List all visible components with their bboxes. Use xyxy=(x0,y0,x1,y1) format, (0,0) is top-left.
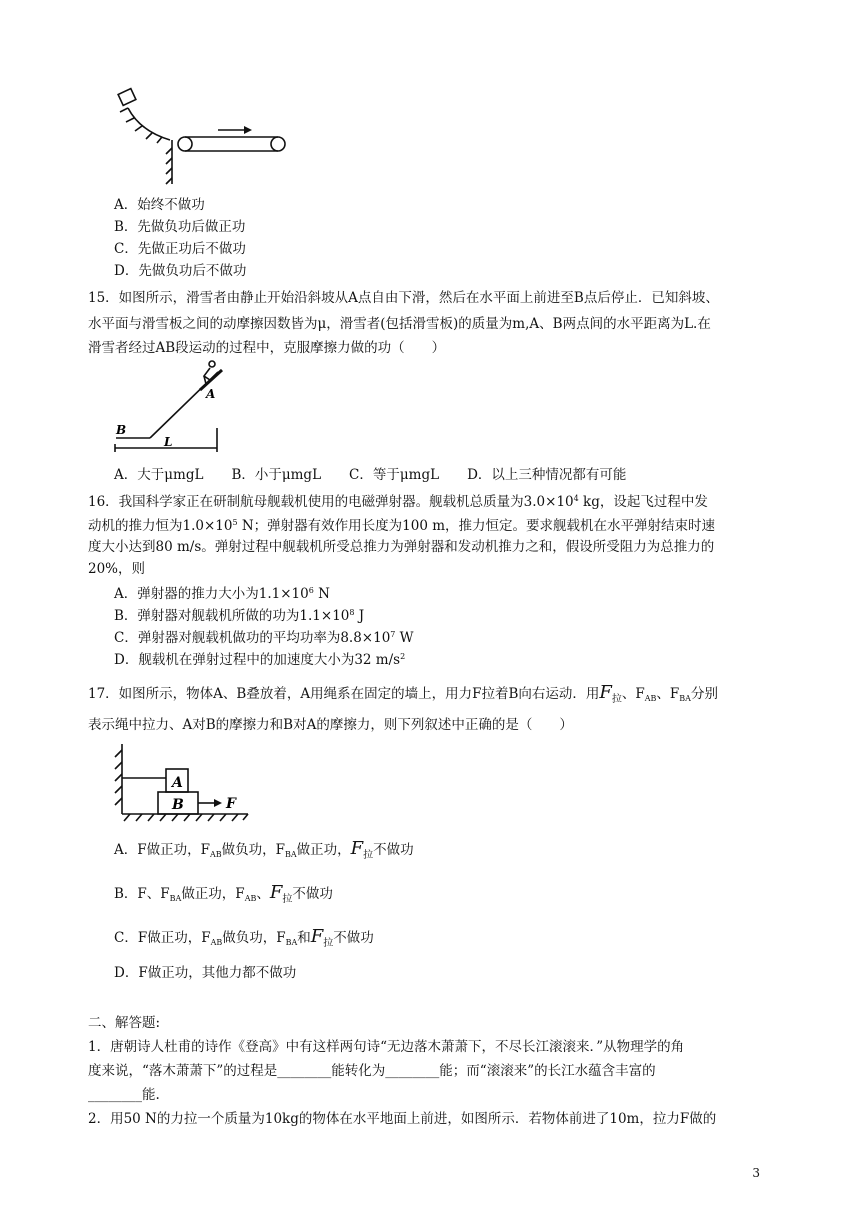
q15-option-b: B．小于μmgL xyxy=(231,467,322,483)
q17-option-a xyxy=(114,836,414,869)
q17-ba-sub: BA xyxy=(679,694,691,703)
s2-q2-line-1: 2．用50 N的力拉一个质量为10kg的物体在水平地面上前进，如图所示．若物体前进了10m，拉力F做的 xyxy=(88,1111,717,1127)
q17-stem-line-2: 表示绳中拉力、A对B的摩擦力和B对A的摩擦力，则下列叙述中正确的是（ ） xyxy=(88,717,573,733)
q17-opt-a-f: F xyxy=(350,838,364,859)
q17-option-c xyxy=(114,924,374,957)
s2-q1-line-3: ________能. xyxy=(88,1087,160,1103)
q15-options xyxy=(114,464,654,486)
q16-option-d-exp: 2 xyxy=(400,652,406,661)
q17-opt-b-3: 、 xyxy=(256,886,270,902)
q17-stem-line-1 xyxy=(88,680,788,713)
q16-option-b-text: B．弹射器对舰载机所做的功为1.1×10 xyxy=(114,608,350,624)
q17-stem-1a: 17．如图所示，物体A、B叠放着，A用绳系在固定的墙上，用力F拉着B向右运动．用 xyxy=(88,686,600,702)
q15-option-c: C．等于μmgL xyxy=(349,467,440,483)
q16-stem-2b: N；弹射器有效作用长度为100 m，推力恒定。要求舰载机在水平弹射结束时速 xyxy=(237,518,716,534)
section2-heading: 二、解答题: xyxy=(88,1015,161,1031)
q14-figure xyxy=(110,86,300,186)
q15-option-d: D．以上三种情况都有可能 xyxy=(467,467,627,483)
q15-stem-line-3: 滑雪者经过AB段运动的过程中，克服摩擦力做的功（ ） xyxy=(88,340,446,356)
q17-opt-b-4: 不做功 xyxy=(292,886,333,902)
q17-opt-b-f: F xyxy=(269,882,283,903)
s2-q1-line-2: 度来说，“落木萧萧下”的过程是________能转化为________能；而“滚滚来”的长江水蕴含丰富的 xyxy=(88,1063,656,1079)
q16-stem-1b: kg，设起飞过程中发 xyxy=(578,494,708,510)
q17-stem-1d: 分别 xyxy=(690,686,718,702)
q17-opt-c-3: 和 xyxy=(297,930,311,946)
q17-opt-c-2: 做负功，F xyxy=(222,930,286,946)
q16-stem-line-4: 20%，则 xyxy=(88,561,146,577)
q17-opt-c-la: 拉 xyxy=(323,938,334,949)
q15-option-a: A．大于μmgL xyxy=(114,467,204,483)
q16-stem-1a: 16．我国科学家正在研制航母舰载机使用的电磁弹射器。舰载机总质量为3.0×10 xyxy=(88,494,574,510)
q17-opt-c-1: C．F做正功，F xyxy=(114,930,211,946)
page-number: 3 xyxy=(752,1166,760,1180)
q17-opt-a-ab: AB xyxy=(209,850,222,859)
q17-fig-label-a: A xyxy=(172,775,183,791)
q16-option-d xyxy=(114,646,405,671)
q15-fig-label-l: L xyxy=(164,435,173,449)
q17-opt-a-3: 做正功， xyxy=(296,842,351,858)
q16-stem-line-3: 度大小达到80 m/s。弹射过程中舰载机所受总推力为弹射器和发动机推力之和，假设所受阻力为总推力的 xyxy=(88,539,715,555)
q15-stem-line-1: 15．如图所示，滑雪者由静止开始沿斜坡从A点自由下滑，然后在水平面上前进至B点后停止．已知斜坡、 xyxy=(88,290,719,306)
q16-stem-1-exp: 4 xyxy=(573,494,579,503)
q17-option-b xyxy=(114,880,333,913)
q17-opt-a-2: 做负功，F xyxy=(221,842,286,858)
q16-option-c-unit: W xyxy=(395,630,414,646)
q17-opt-a-ba: BA xyxy=(285,850,297,859)
q17-stem-1b: 、F xyxy=(621,686,645,702)
q15-figure xyxy=(110,360,240,460)
q17-fig-label-b: B xyxy=(172,797,184,813)
q14-option-c: C．先做正功后不做功 xyxy=(114,241,246,257)
q14-option-a: A．始终不做功 xyxy=(114,197,205,213)
q16-option-b-unit: J xyxy=(354,608,365,624)
q17-opt-b-la: 拉 xyxy=(282,894,293,905)
q17-opt-c-f: F xyxy=(310,926,324,947)
q17-opt-b-ba: BA xyxy=(169,894,182,903)
q16-option-b-exp: 8 xyxy=(349,608,355,617)
q15-fig-label-b: B xyxy=(116,423,127,437)
q17-stem-1c: 、F xyxy=(656,686,680,702)
q17-opt-c-4: 不做功 xyxy=(333,930,374,946)
q16-stem-line-1 xyxy=(88,488,788,513)
q14-option-d: D．先做负功后不做功 xyxy=(114,263,247,279)
q17-ab-sub: AB xyxy=(644,694,657,703)
q17-opt-b-2: 做正功，F xyxy=(181,886,245,902)
q16-option-d-text: D．舰载机在弹射过程中的加速度大小为32 m/s xyxy=(114,652,401,668)
q17-option-d: D．F做正功，其他力都不做功 xyxy=(114,965,297,981)
q16-option-a-unit: N xyxy=(313,586,330,602)
s2-q1-line-1: 1．唐朝诗人杜甫的诗作《登高》中有这样两句诗“无边落木萧萧下，不尽长江滚滚来．”从物理学的角 xyxy=(88,1039,685,1055)
q17-opt-b-ab: AB xyxy=(244,894,257,903)
q17-fig-label-f: F xyxy=(226,796,236,812)
q16-stem-line-2 xyxy=(88,512,788,537)
q17-opt-a-la: 拉 xyxy=(363,850,374,861)
q15-stem-line-2: 水平面与滑雪板之间的动摩擦因数皆为μ，滑雪者(包括滑雪板)的质量为m,A、B两点间的水平距离为L.在 xyxy=(88,316,711,332)
q17-opt-b-1: B．F、F xyxy=(114,886,170,902)
q16-option-c-text: C．弹射器对舰载机做功的平均功率为8.8×10 xyxy=(114,630,391,646)
q14-option-b: B．先做负功后做正功 xyxy=(114,219,246,235)
q17-f-symbol: F xyxy=(599,682,612,703)
q17-opt-a-1: A．F做正功，F xyxy=(114,842,210,858)
q16-option-a-exp: 6 xyxy=(308,586,314,595)
q16-option-c-exp: 7 xyxy=(390,630,396,639)
q17-opt-a-4: 不做功 xyxy=(373,842,414,858)
q17-la-sub: 拉 xyxy=(611,694,622,705)
q17-opt-c-ba: BA xyxy=(285,938,298,947)
q17-opt-c-ab: AB xyxy=(210,938,223,947)
q17-figure xyxy=(110,740,260,824)
q16-option-a-text: A．弹射器的推力大小为1.1×10 xyxy=(114,586,309,602)
q16-stem-2a: 动机的推力恒为1.0×10 xyxy=(88,518,233,534)
q16-stem-2-exp: 5 xyxy=(232,518,238,527)
q15-fig-label-a: A xyxy=(206,387,216,401)
